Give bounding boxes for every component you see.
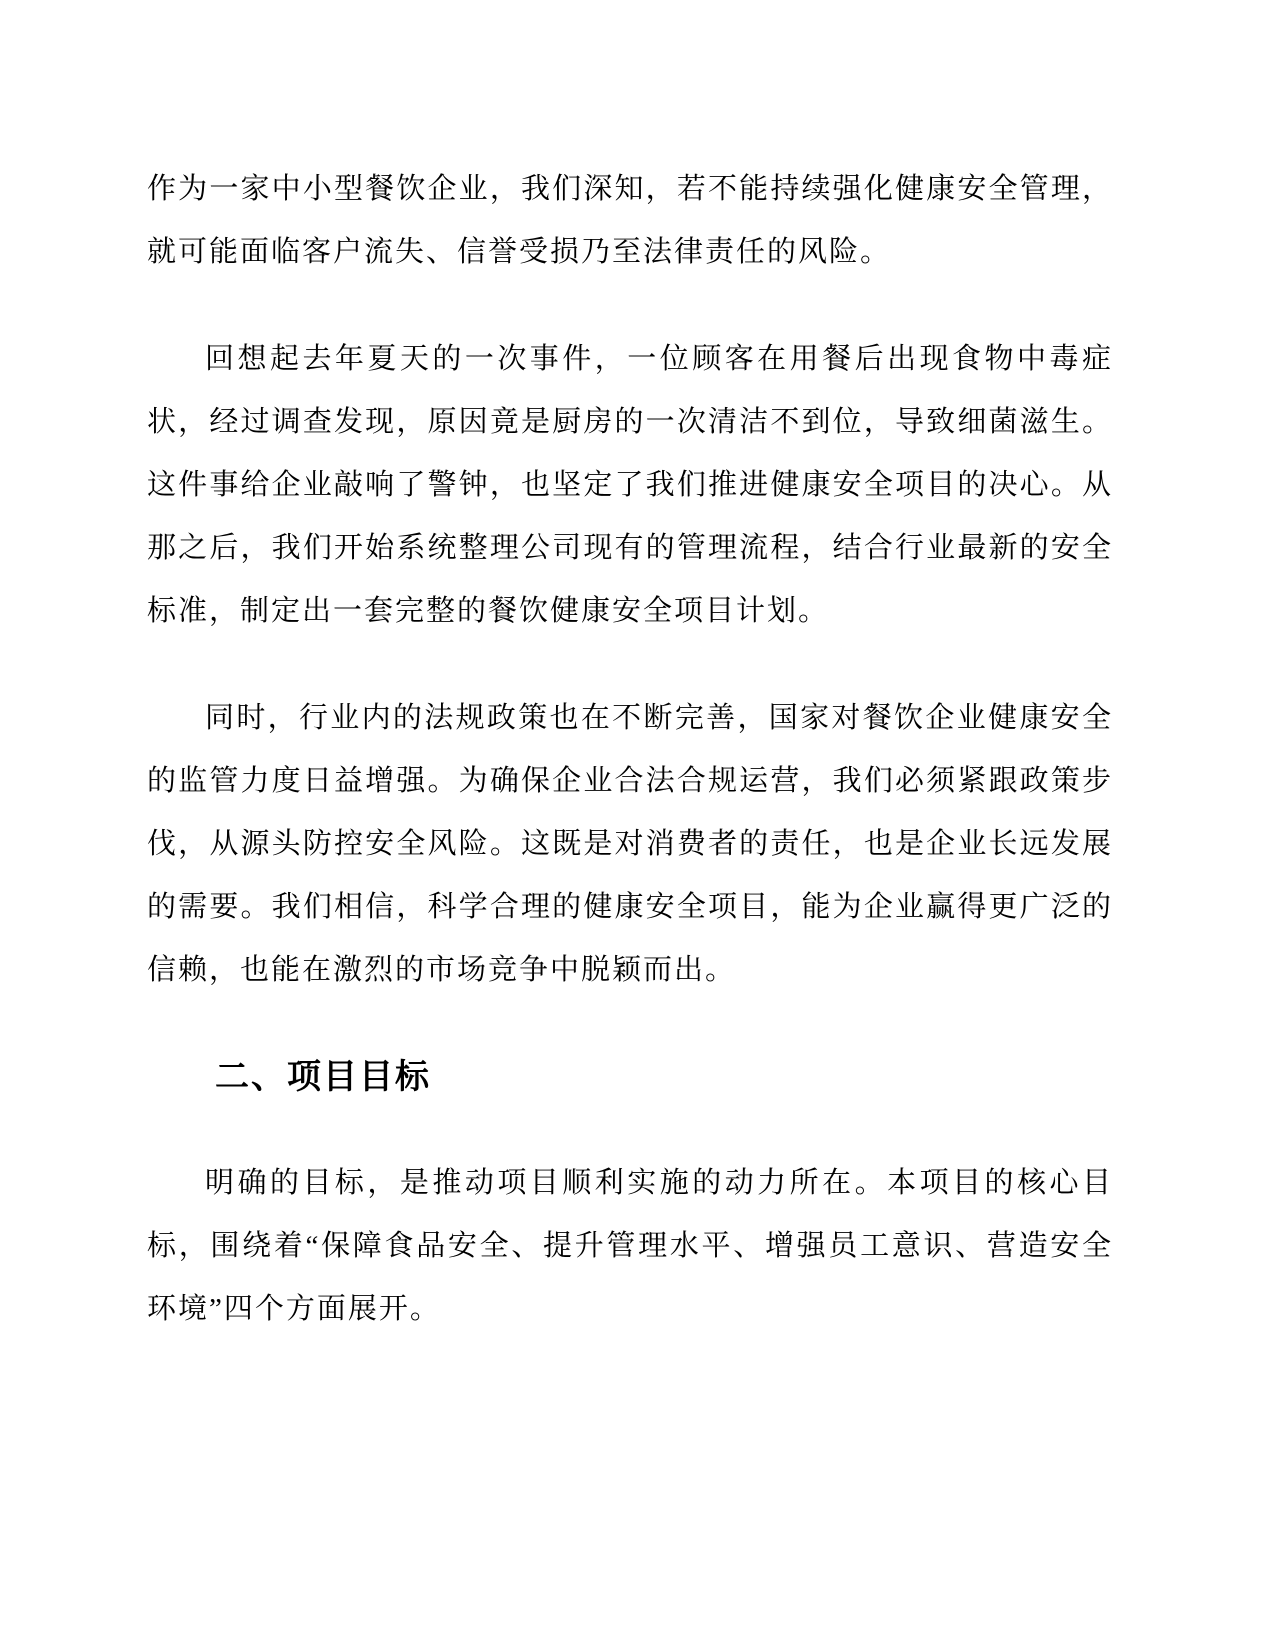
paragraph-intro-continuation: 作为一家中小型餐饮企业，我们深知，若不能持续强化健康安全管理，就可能面临客户流失、信誉受损乃至法律责任的风险。: [147, 173, 1113, 268]
section-heading-project-goals: 二、项目目标: [215, 1058, 431, 1096]
document-body: [147, 158, 1113, 1341]
paragraph-incident-story: 回想起去年夏天的一次事件，一位顾客在用餐后出现食物中毒症状，经过调查发现，原因竟是厨房的一次清洁不到位，导致细菌滋生。这件事给企业敲响了警钟，也坚定了我们推进健康安全项目的决心。从那之后，我们开始系统整理公司现有的管理流程，结合行业最新的安全标准，制定出一套完整的餐饮健康安全项目计划。: [147, 343, 1113, 627]
paragraph-goals-overview: 明确的目标，是推动项目顺利实施的动力所在。本项目的核心目标，围绕着“保障食品安全、提升管理水平、增强员工意识、营造安全环境”四个方面展开。: [147, 1167, 1113, 1325]
paragraph-policy-background: 同时，行业内的法规政策也在不断完善，国家对餐饮企业健康安全的监管力度日益增强。为确保企业合法合规运营，我们必须紧跟政策步伐，从源头防控安全风险。这既是对消费者的责任，也是企业长远发展的需要。我们相信，科学合理的健康安全项目，能为企业赢得更广泛的信赖，也能在激烈的市场竞争中脱颖而出。: [147, 702, 1113, 986]
